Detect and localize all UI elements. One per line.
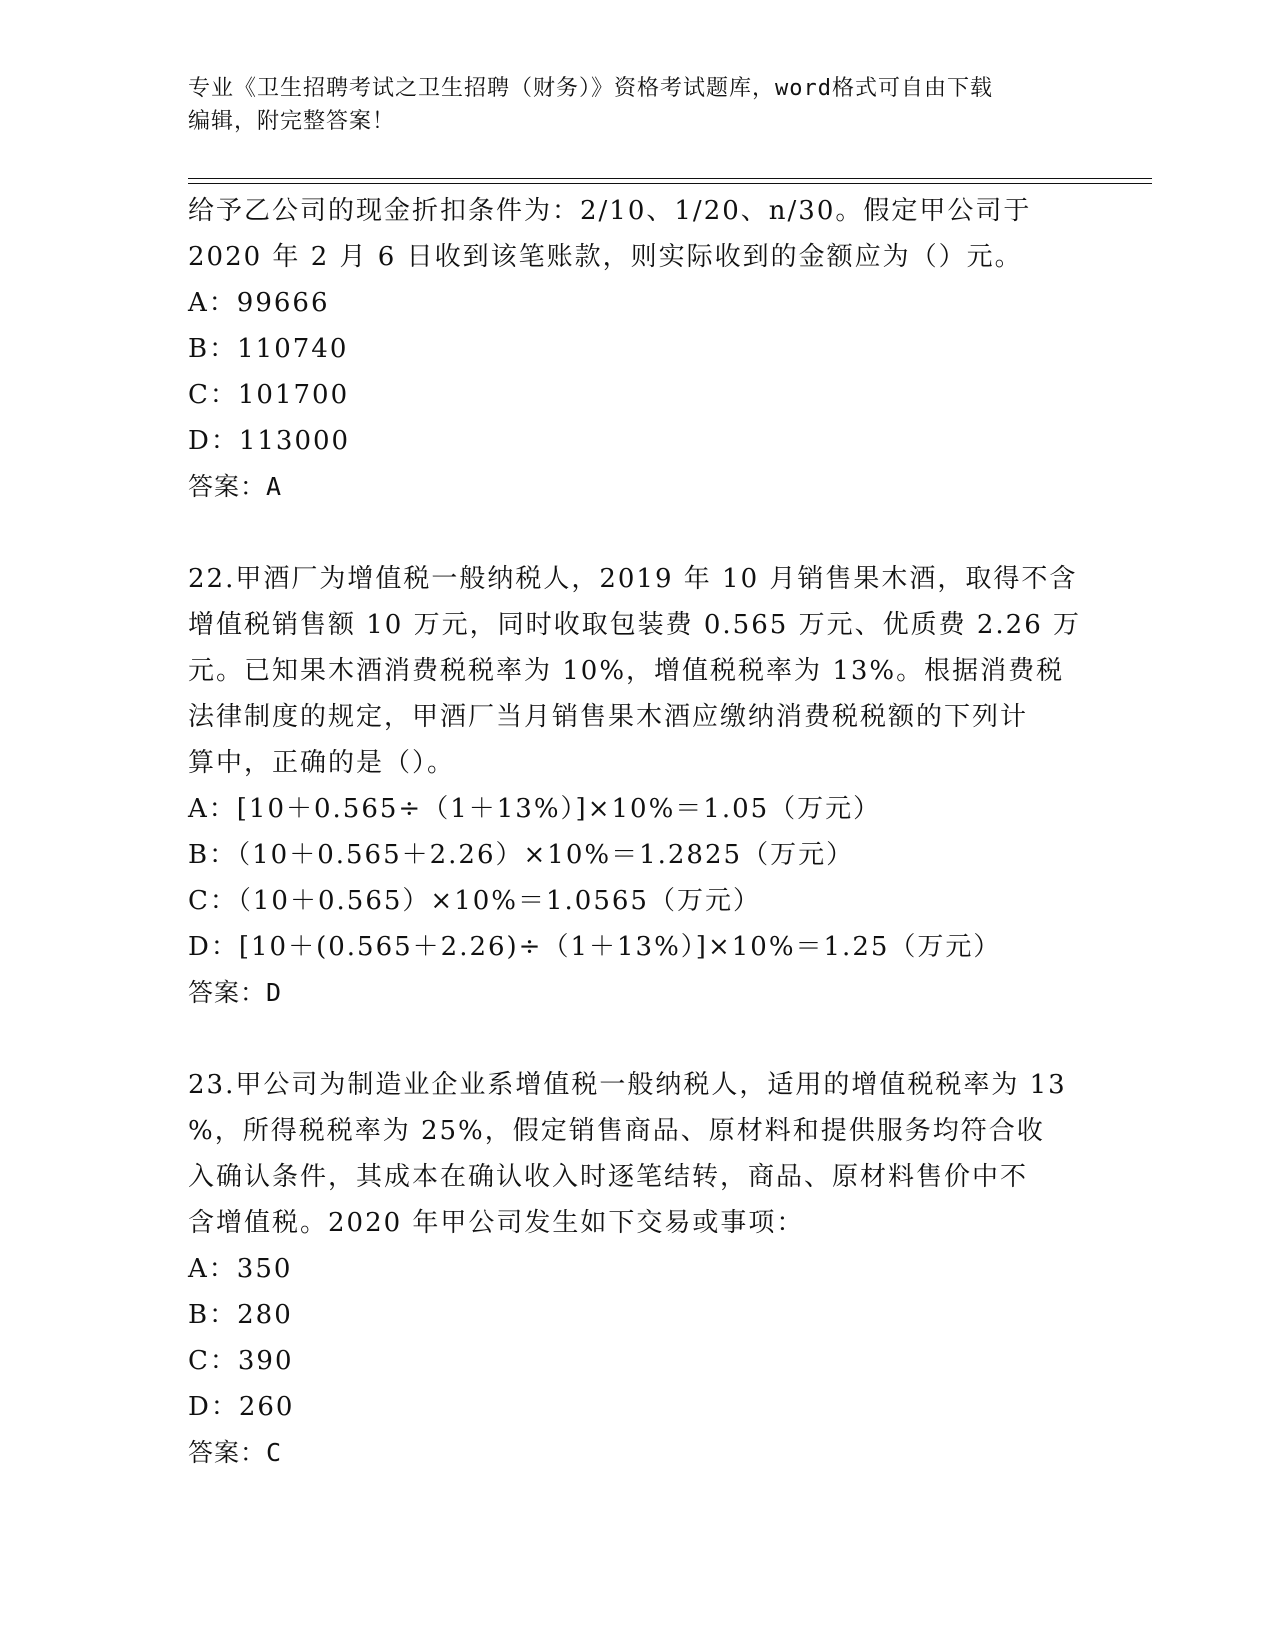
option-c: C：101700 bbox=[188, 380, 350, 410]
option-b: B：（10＋0.565＋2.26）×10%＝1.2825（万元） bbox=[188, 840, 855, 870]
option-d: D：260 bbox=[188, 1392, 295, 1422]
spacer bbox=[188, 510, 1088, 556]
header-line-1: 专业《卫生招聘考试之卫生招聘（财务）》资格考试题库，word格式可自由下载 bbox=[188, 76, 993, 101]
option-c: C：390 bbox=[188, 1346, 294, 1376]
answer-line: 答案：D bbox=[188, 978, 283, 1007]
option-d: D：113000 bbox=[188, 426, 351, 456]
question-stem-line: 23.甲公司为制造业企业系增值税一般纳税人，适用的增值税税率为 13 bbox=[188, 1070, 1067, 1100]
header-line-2: 编辑，附完整答案！ bbox=[188, 109, 396, 134]
question-stem-line: 法律制度的规定，甲酒厂当月销售果木酒应缴纳消费税税额的下列计 bbox=[188, 702, 1029, 732]
option-a: A：350 bbox=[188, 1254, 293, 1284]
answer-line: 答案：A bbox=[188, 472, 283, 501]
header-divider-top bbox=[188, 178, 1152, 179]
question-stem-line: %，所得税税率为 25%，假定销售商品、原材料和提供服务均符合收 bbox=[188, 1116, 1045, 1146]
question-22 bbox=[188, 556, 1088, 1016]
option-a: A：[10＋0.565÷（1＋13%）]×10%＝1.05（万元） bbox=[188, 794, 882, 824]
question-stem-line: 给予乙公司的现金折扣条件为：2/10、1/20、n/30。假定甲公司于 bbox=[188, 196, 1032, 226]
question-stem-line: 增值税销售额 10 万元，同时收取包装费 0.565 万元、优质费 2.26 万 bbox=[188, 610, 1081, 640]
option-a: A：99666 bbox=[188, 288, 330, 318]
document-header bbox=[188, 72, 1088, 138]
option-d: D：[10＋(0.565＋2.26)÷（1＋13%）]×10%＝1.25（万元） bbox=[188, 932, 1002, 962]
question-stem-line: 2020 年 2 月 6 日收到该笔账款，则实际收到的金额应为（）元。 bbox=[188, 242, 1023, 272]
question-stem-line: 算中，正确的是（）。 bbox=[188, 748, 456, 778]
question-content bbox=[188, 188, 1088, 1476]
option-b: B：110740 bbox=[188, 334, 349, 364]
header-divider-bottom bbox=[188, 183, 1152, 184]
question-23 bbox=[188, 1062, 1088, 1476]
question-stem-line: 含增值税。2020 年甲公司发生如下交易或事项： bbox=[188, 1208, 805, 1238]
question-stem-line: 22.甲酒厂为增值税一般纳税人，2019 年 10 月销售果木酒，取得不含 bbox=[188, 564, 1078, 594]
answer-line: 答案：C bbox=[188, 1438, 283, 1467]
option-c: C：（10＋0.565）×10%＝1.0565（万元） bbox=[188, 886, 761, 916]
question-21 bbox=[188, 188, 1088, 510]
spacer bbox=[188, 1016, 1088, 1062]
question-stem-line: 入确认条件，其成本在确认收入时逐笔结转，商品、原材料售价中不 bbox=[188, 1162, 1029, 1192]
option-b: B：280 bbox=[188, 1300, 293, 1330]
question-stem-line: 元。已知果木酒消费税税率为 10%，增值税税率为 13%。根据消费税 bbox=[188, 656, 1065, 686]
